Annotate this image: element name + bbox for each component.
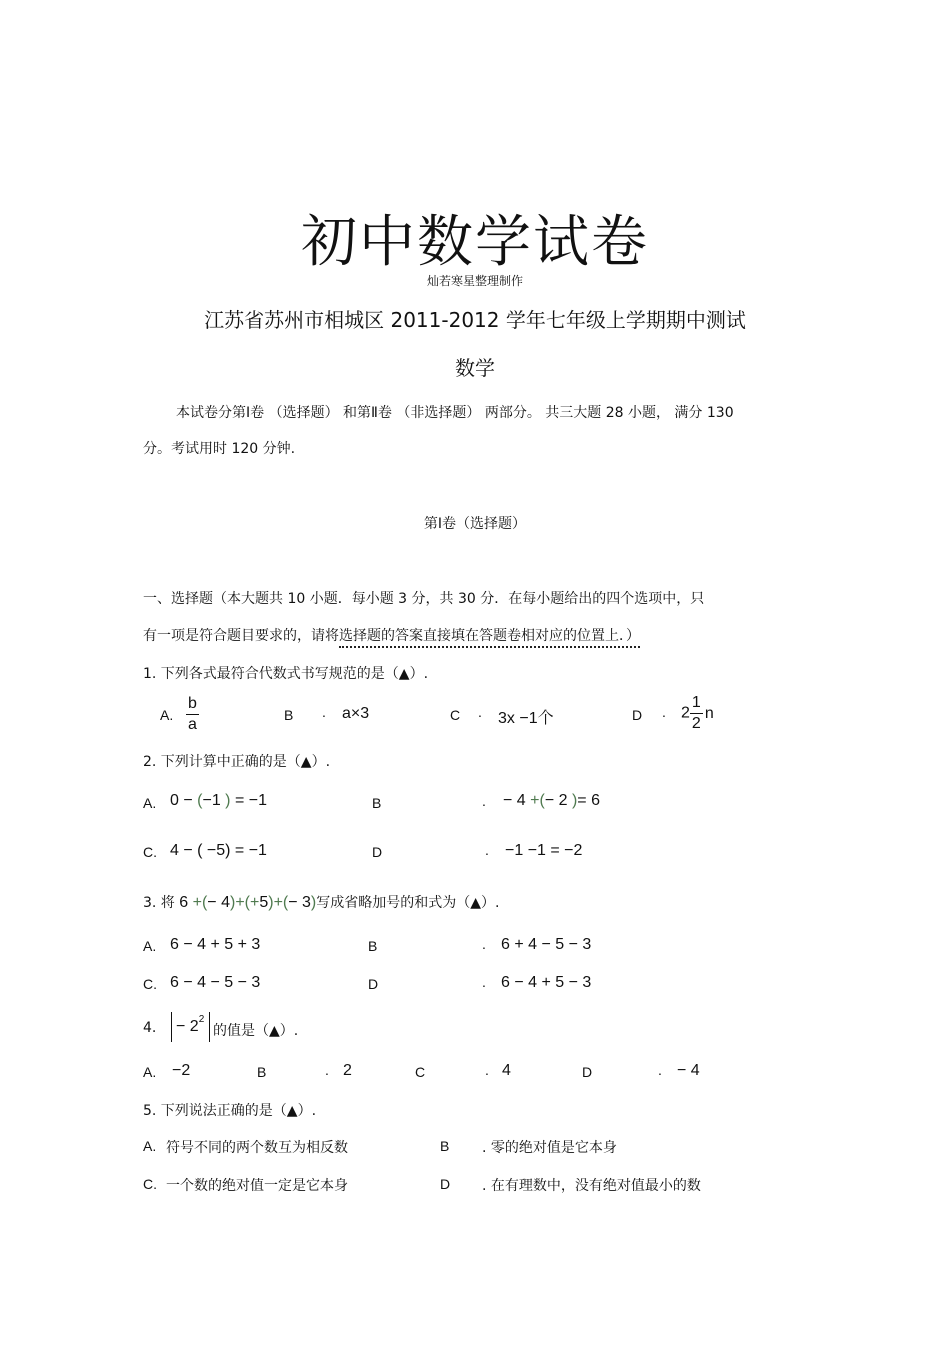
q1-stem: 1. 下列各式最符合代数式书写规范的是（▲）.	[143, 666, 429, 682]
q4-d-label: D	[582, 1064, 593, 1080]
q3-a-label: A.	[143, 938, 157, 954]
q3-stem	[143, 892, 499, 912]
q2-b-dot: .	[482, 793, 486, 809]
q4-a-label: A.	[143, 1064, 157, 1080]
q1-a-denominator: a	[188, 716, 197, 733]
q4-abs-bar-right	[209, 1012, 210, 1042]
q4-number: 4.	[143, 1020, 157, 1036]
q2-a-part-4: )	[225, 792, 231, 809]
q3-d-expression: 6 − 4 + 5 − 3	[501, 974, 592, 991]
q3-expr-3: − 4	[207, 894, 230, 911]
q1-d-dot: .	[662, 704, 666, 720]
q5-b-label: B	[440, 1138, 450, 1154]
q4-d-dot: .	[658, 1062, 662, 1078]
q1-d-numerator: 1	[690, 693, 703, 714]
q1-b-label: B	[284, 707, 294, 723]
q4-d-value: − 4	[677, 1062, 700, 1079]
q3-stem-expression	[179, 894, 316, 911]
q5-a-label: A.	[143, 1138, 157, 1154]
q2-c-expression: 4 − ( −5) = −1	[170, 842, 267, 859]
q2-a-part-5: = −1	[234, 792, 267, 809]
q2-d-label: D	[372, 844, 383, 860]
q5-stem: 5. 下列说法正确的是（▲）.	[143, 1103, 317, 1119]
q1-b-expression: a×3	[342, 705, 370, 722]
q4-stem: 的值是（▲）.	[213, 1023, 299, 1039]
q5-c-text: 一个数的绝对值一定是它本身	[166, 1178, 348, 1194]
section-title: 第Ⅰ卷（选择题）	[423, 516, 527, 532]
q2-b-part-4: )	[571, 792, 578, 809]
q3-expr-2: +(	[192, 894, 208, 911]
q1-a-label: A.	[160, 707, 174, 723]
q4-c-dot: .	[485, 1062, 489, 1078]
q2-d-expression: −1 −1 = −2	[505, 842, 583, 859]
intro-line-1: 本试卷分第Ⅰ卷 （选择题） 和第Ⅱ卷 （非选择题） 两部分。 共三大题 28 小题， 满分 130	[176, 405, 734, 421]
q1-c-expression: 3x −1个	[498, 710, 554, 727]
document-subtitle: 灿若寒星整理制作	[426, 274, 523, 288]
part1-instruction-1: 一、选择题（本大题共 10 小题．每小题 3 分，共 30 分．在每小题给出的四个选项中，只	[143, 591, 705, 607]
q2-b-expression	[503, 792, 600, 810]
exam-title: 江苏省苏州市相城区 2011-2012 学年七年级上学期期中测试	[204, 308, 746, 332]
q2-a-part-2: (	[197, 792, 203, 809]
q3-stem-suffix: 写成省略加号的和式为（▲）.	[316, 895, 500, 911]
q4-c-value: 4	[502, 1062, 511, 1079]
q3-b-label: B	[368, 938, 378, 954]
q5-d-text: . 在有理数中，没有绝对值最小的数	[482, 1178, 701, 1194]
q4-a-value: −2	[172, 1062, 191, 1079]
q5-b-text: . 零的绝对值是它本身	[482, 1140, 617, 1156]
q3-expr-6: )+(	[268, 894, 289, 911]
q2-d-dot: .	[485, 842, 489, 858]
q2-b-label: B	[372, 795, 382, 811]
q2-a-label: A.	[143, 795, 157, 811]
q1-d-variable: n	[704, 704, 714, 722]
q1-c-dot: .	[478, 704, 482, 720]
q2-a-expression	[170, 792, 267, 810]
q5-c-label: C.	[143, 1176, 157, 1192]
q2-b-part-1: − 4	[503, 792, 526, 809]
q2-a-part-3: −1	[202, 792, 221, 809]
q4-base: − 2	[176, 1018, 199, 1035]
q1-d-whole: 2	[681, 704, 690, 722]
q3-stem-prefix: 3. 将	[143, 895, 175, 911]
q3-d-label: D	[368, 976, 379, 992]
q2-a-part-1: 0 −	[170, 792, 193, 809]
q2-stem: 2. 下列计算中正确的是（▲）.	[143, 754, 331, 770]
q1-b-dot: .	[322, 704, 326, 720]
q3-d-dot: .	[482, 974, 486, 990]
q3-c-expression: 6 − 4 − 5 − 3	[170, 974, 261, 991]
q2-c-label: C.	[143, 844, 157, 860]
intro-line-2: 分。考试用时 120 分钟.	[143, 441, 296, 457]
q2-b-part-5: = 6	[577, 792, 600, 809]
q4-b-dot: .	[325, 1062, 329, 1078]
q3-c-label: C.	[143, 976, 157, 992]
q4-abs-bar-left	[171, 1012, 172, 1042]
exam-subject: 数学	[455, 356, 495, 380]
q2-b-part-2: +(	[530, 792, 545, 809]
document-title: 初中数学试卷	[301, 210, 649, 275]
q4-b-value: 2	[343, 1062, 352, 1079]
q4-expression	[176, 1014, 205, 1036]
part1-instruction-2a: 有一项是符合题目要求的，请将	[143, 628, 339, 644]
q3-expr-7: − 3	[288, 894, 311, 911]
q3-b-expression: 6 + 4 − 5 − 3	[501, 936, 592, 953]
q4-c-label: C	[415, 1064, 426, 1080]
q5-d-label: D	[440, 1176, 451, 1192]
q1-a-numerator: b	[186, 694, 199, 715]
q4-exponent: 2	[198, 1014, 205, 1025]
q3-expr-5: 5	[259, 894, 269, 911]
q3-expr-1: 6	[179, 894, 189, 911]
q3-expr-8: )	[310, 894, 317, 911]
q3-expr-4: )+(+	[229, 894, 260, 911]
q1-d-mixed-number	[681, 693, 714, 734]
q2-b-part-3: − 2	[544, 792, 568, 809]
q1-a-fraction	[186, 694, 199, 735]
q1-d-label: D	[632, 707, 643, 723]
part1-instruction-2	[143, 625, 640, 645]
q1-c-label: C	[450, 707, 461, 723]
q3-a-expression: 6 − 4 + 5 + 3	[170, 936, 261, 953]
q3-b-dot: .	[482, 936, 486, 952]
part1-instruction-2b: 选择题的答案直接填在答题卷相对应的位置上．）	[339, 628, 640, 648]
q1-d-denominator: 2	[691, 715, 701, 732]
q5-a-text: 符号不同的两个数互为相反数	[166, 1140, 348, 1156]
q4-b-label: B	[257, 1064, 267, 1080]
